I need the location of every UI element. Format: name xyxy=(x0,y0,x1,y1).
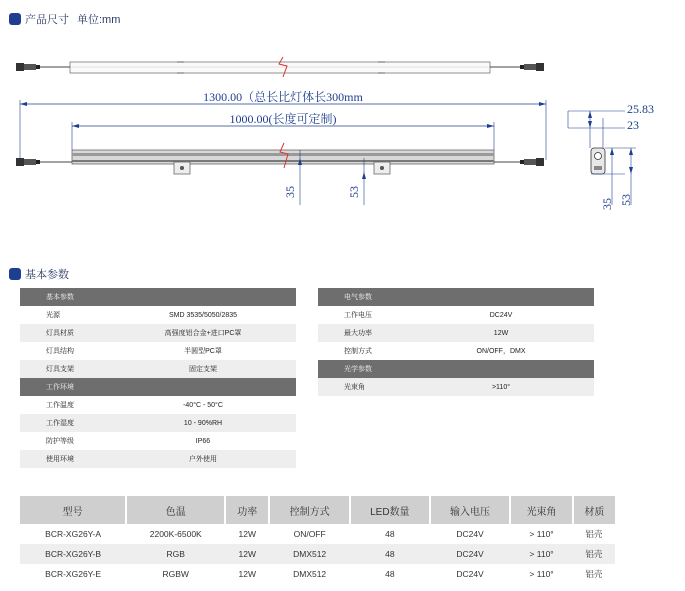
cell: RGBW xyxy=(162,569,189,579)
cell: 铝壳 xyxy=(573,544,615,564)
table-row xyxy=(20,564,615,584)
param-label: 使用环境 xyxy=(20,450,110,468)
cell: BCR-XG26Y-B xyxy=(20,544,126,564)
section-marker-icon xyxy=(9,13,21,25)
dim-35-label: 35 xyxy=(283,186,297,198)
param-label: 光源 xyxy=(20,306,110,324)
section-title-basic xyxy=(9,266,69,282)
cell: DMX512 xyxy=(269,544,350,564)
work-env-header: 工作环境 xyxy=(20,378,296,396)
dimension-drawing xyxy=(0,35,685,250)
cell: 铝壳 xyxy=(585,569,603,579)
param-value: 12W xyxy=(408,324,594,342)
electric-params-table xyxy=(318,288,594,396)
front-view xyxy=(16,143,544,174)
col-header: LED数量 xyxy=(350,496,430,524)
electric-params-header: 电气参数 xyxy=(318,288,594,306)
cell: DC24V xyxy=(456,529,484,539)
cell: > 110° xyxy=(529,529,554,539)
unit-label: 单位:mm xyxy=(77,14,121,26)
cell: BCR-XG26Y-E xyxy=(45,569,102,579)
col-header: 色温 xyxy=(126,496,225,524)
col-header: 输入电压 xyxy=(430,496,511,524)
top-view xyxy=(16,57,544,77)
cell: > 110° xyxy=(510,544,572,564)
section-title-text: 基本参数 xyxy=(25,269,69,281)
cell: > 110° xyxy=(529,569,554,579)
param-value: ON/OFF，DMX xyxy=(408,342,594,360)
param-label: 工作电压 xyxy=(318,306,408,324)
cell: 12W xyxy=(238,569,257,579)
basic-params-table xyxy=(20,288,296,468)
param-label: 控制方式 xyxy=(318,342,408,360)
cell: DMX512 xyxy=(293,569,327,579)
param-value: 10 - 90%RH xyxy=(110,414,296,432)
side-35-label: 35 xyxy=(600,198,614,210)
param-label: 灯具结构 xyxy=(20,342,110,360)
cell: ON/OFF xyxy=(293,529,326,539)
param-value: 固定支架 xyxy=(110,360,296,378)
cell: 48 xyxy=(385,529,395,539)
col-header: 型号 xyxy=(20,496,126,524)
cell: 2200K-6500K xyxy=(149,529,202,539)
param-label: 灯具支架 xyxy=(20,360,110,378)
col-header: 控制方式 xyxy=(269,496,350,524)
col-header: 功率 xyxy=(225,496,269,524)
side-53-label: 53 xyxy=(619,194,633,206)
table-row xyxy=(20,524,615,544)
param-value: 半圆型PC罩 xyxy=(110,342,296,360)
param-label: 工作温度 xyxy=(20,396,110,414)
cell: DC24V xyxy=(456,569,484,579)
side-view xyxy=(568,102,654,210)
optical-params-header: 光学参数 xyxy=(318,360,594,378)
col-header: 材质 xyxy=(573,496,615,524)
cell: 48 xyxy=(385,569,395,579)
dim-body-label: 1000.00(长度可定制) xyxy=(229,112,337,126)
param-value: 户外使用 xyxy=(110,450,296,468)
param-value: SMD 3535/5050/2835 xyxy=(110,306,296,324)
section-title-dimensions xyxy=(9,11,120,27)
param-value: -40°C - 50°C xyxy=(110,396,296,414)
param-label: 工作湿度 xyxy=(20,414,110,432)
param-label: 防护等级 xyxy=(20,432,110,450)
param-label: 光束角 xyxy=(318,378,408,396)
dim-total-label: 1300.00（总长比灯体长300mm xyxy=(203,90,363,104)
cell: BCR-XG26Y-A xyxy=(45,529,102,539)
side-2583-label: 25.83 xyxy=(627,102,654,116)
side-23-label: 23 xyxy=(627,118,639,132)
table-row xyxy=(20,544,615,564)
cell: 铝壳 xyxy=(585,529,603,539)
basic-params-header: 基本参数 xyxy=(20,288,296,306)
param-value: >110° xyxy=(408,378,594,396)
param-label: 最大功率 xyxy=(318,324,408,342)
connector-left-icon xyxy=(16,63,24,71)
section-marker-icon xyxy=(9,268,21,280)
cell: DC24V xyxy=(430,544,511,564)
model-table xyxy=(20,496,615,584)
profile-section-icon xyxy=(591,148,605,174)
cell: 12W xyxy=(225,544,269,564)
col-header: 光束角 xyxy=(510,496,572,524)
connector-right-icon xyxy=(536,63,544,71)
dim-53-label: 53 xyxy=(347,186,361,198)
section-title-text: 产品尺寸 xyxy=(25,14,69,26)
cell: RGB xyxy=(126,544,225,564)
param-value: IP66 xyxy=(110,432,296,450)
param-value: 高强度铝合金+进口PC罩 xyxy=(110,324,296,342)
param-value: DC24V xyxy=(408,306,594,324)
param-label: 灯具材质 xyxy=(20,324,110,342)
cell: 12W xyxy=(238,529,257,539)
cell: 48 xyxy=(350,544,430,564)
